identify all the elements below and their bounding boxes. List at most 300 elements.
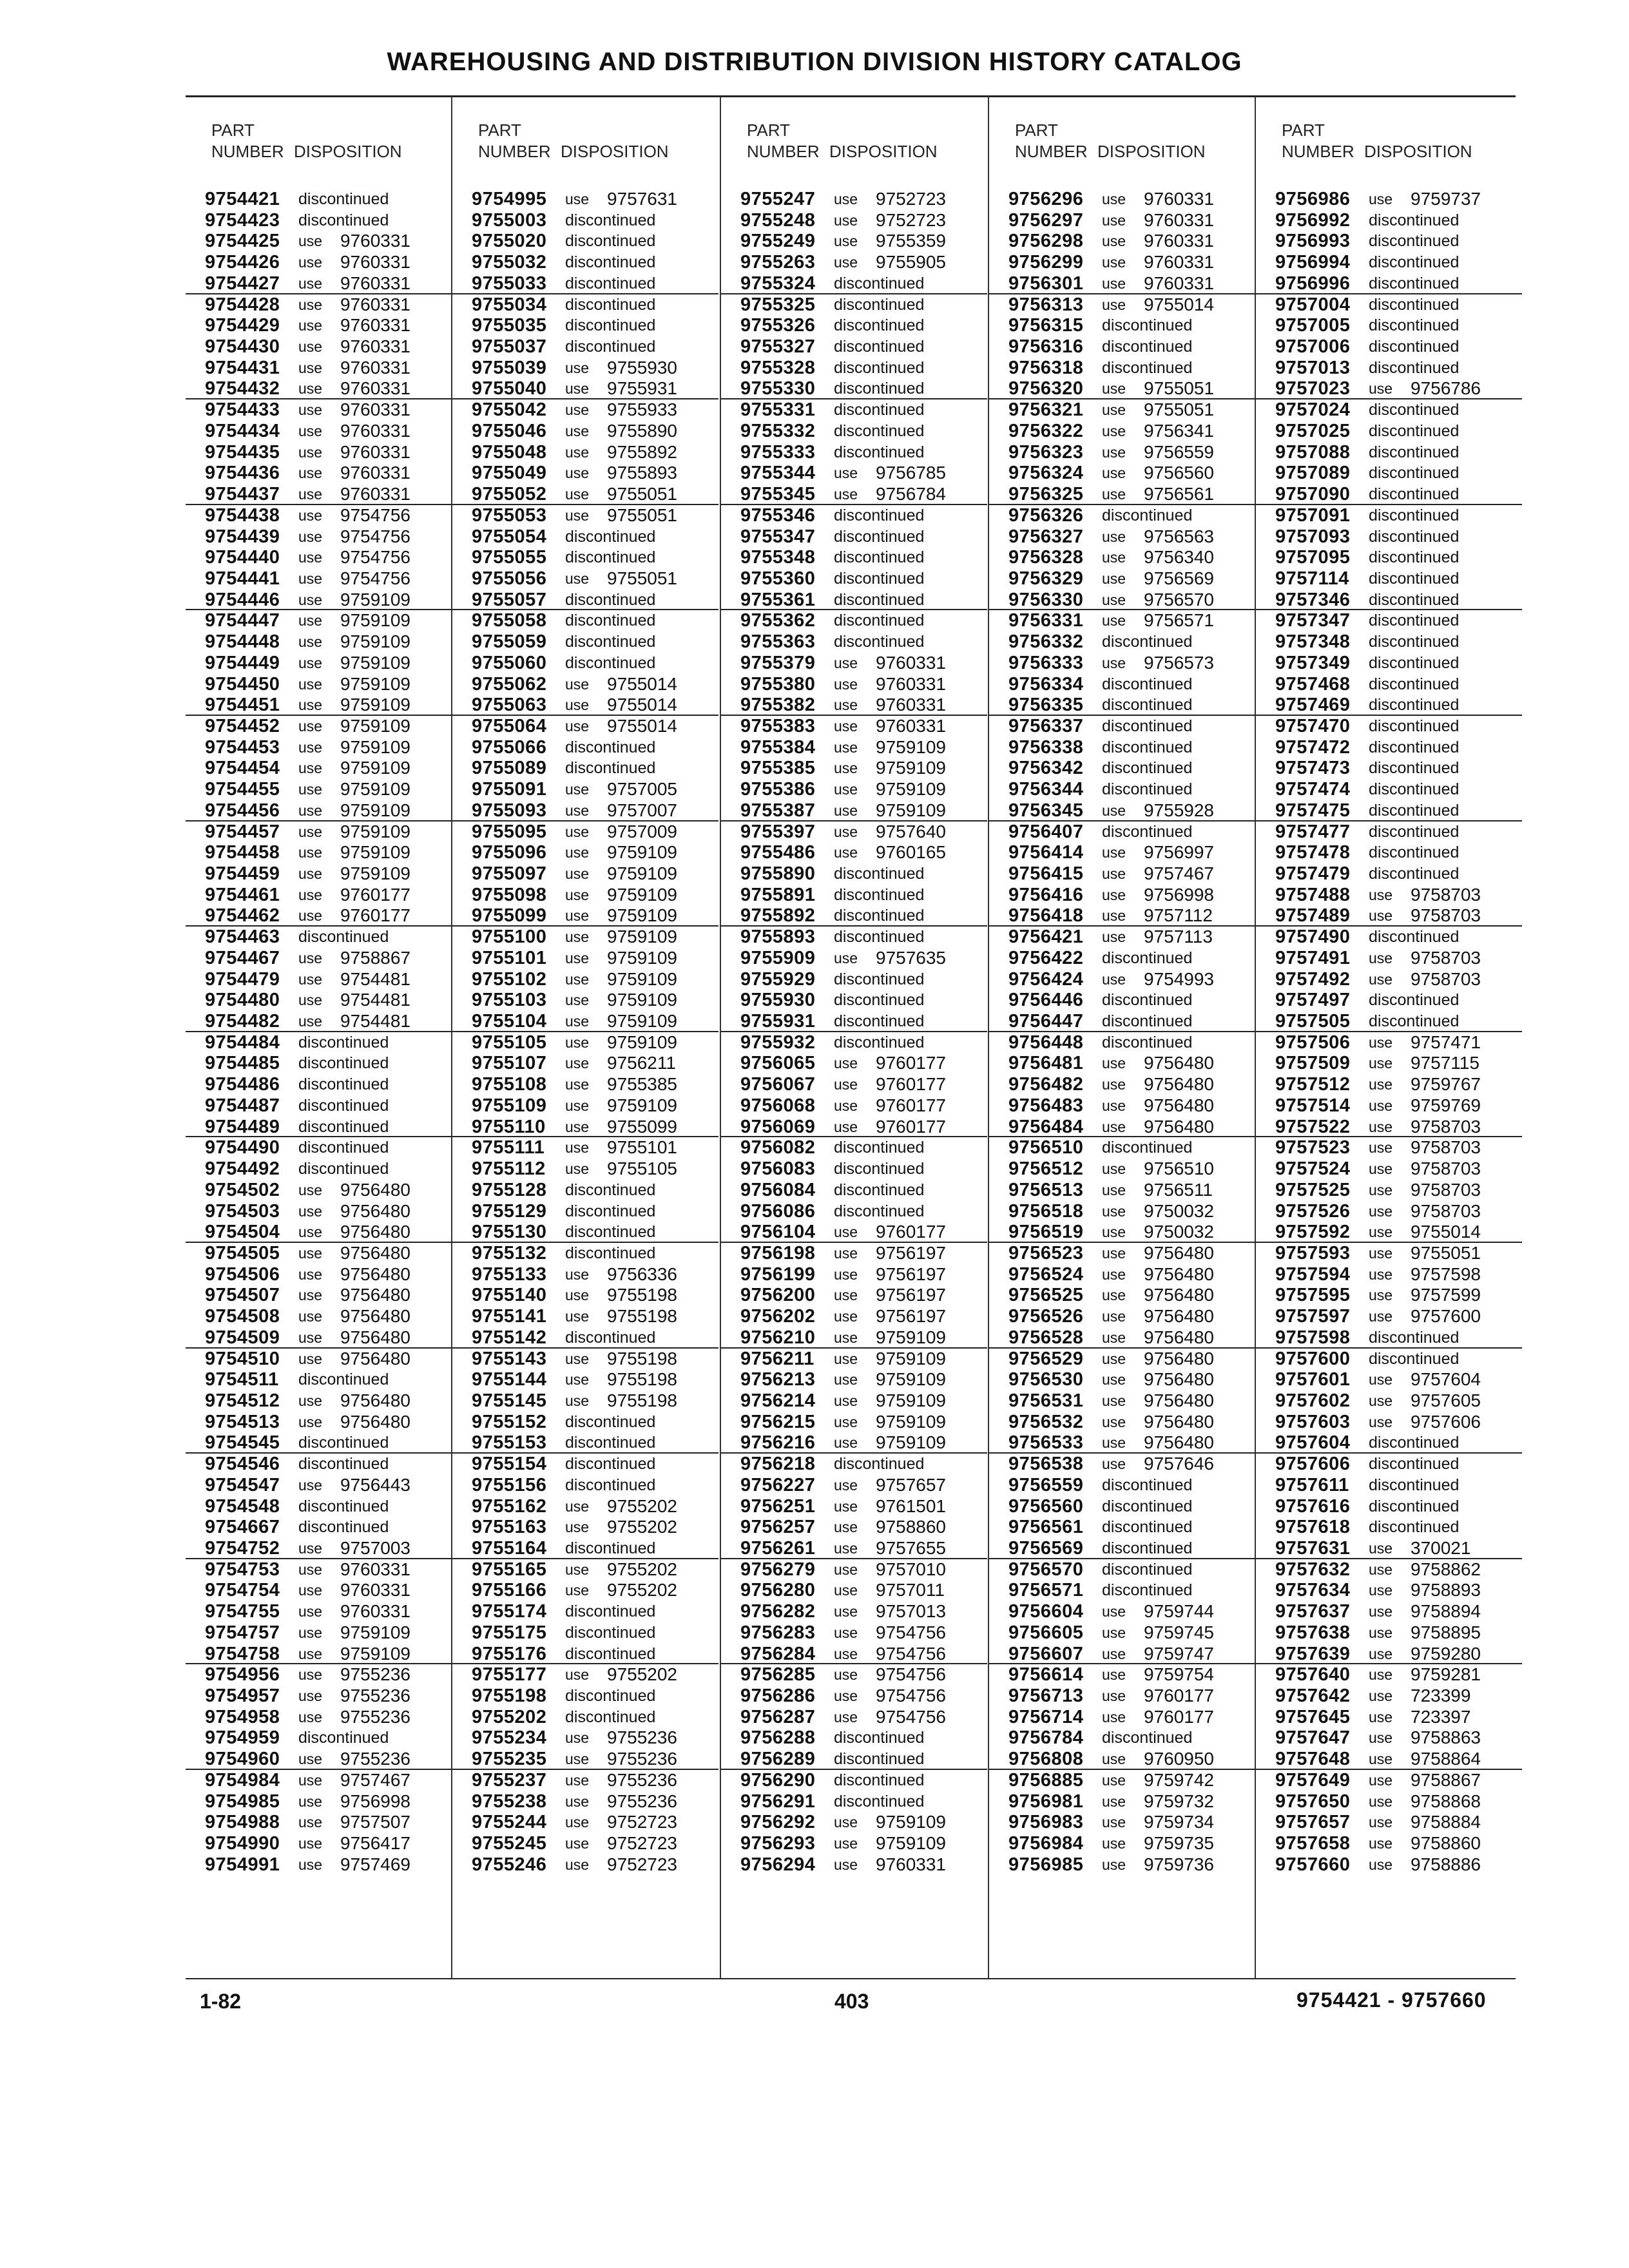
part-number: 9757650 bbox=[1275, 1791, 1351, 1812]
disposition bbox=[565, 505, 678, 526]
table-row bbox=[721, 1412, 987, 1433]
disposition bbox=[565, 905, 678, 926]
part-number: 9755361 bbox=[740, 589, 816, 610]
replacement-part-number: 9760331 bbox=[1144, 273, 1215, 293]
use-keyword: use bbox=[298, 591, 323, 608]
part-number: 9756424 bbox=[1008, 968, 1084, 990]
table-row bbox=[452, 1349, 718, 1370]
replacement-part-number: 9759109 bbox=[607, 905, 678, 926]
table-row bbox=[1256, 1180, 1522, 1201]
replacement-part-number: 9755236 bbox=[340, 1749, 411, 1769]
replacement-part-number: 9759737 bbox=[1411, 189, 1481, 209]
disposition bbox=[1102, 1348, 1215, 1369]
part-number: 9755099 bbox=[472, 905, 547, 927]
replacement-part-number: 9759109 bbox=[876, 779, 947, 800]
use-keyword: use bbox=[565, 844, 590, 861]
use-keyword: use bbox=[1102, 570, 1126, 587]
use-keyword: use bbox=[1102, 1329, 1126, 1346]
disposition: discontinued bbox=[1102, 675, 1193, 693]
use-keyword: use bbox=[1102, 1666, 1126, 1684]
disposition bbox=[565, 357, 678, 378]
disposition: discontinued bbox=[565, 653, 656, 672]
table-row bbox=[186, 505, 452, 526]
disposition: discontinued bbox=[834, 1792, 925, 1811]
disposition bbox=[834, 1559, 947, 1580]
disposition bbox=[565, 1664, 678, 1685]
part-number: 9754455 bbox=[205, 779, 280, 800]
table-row bbox=[186, 885, 452, 906]
replacement-part-number: 9756480 bbox=[340, 1200, 411, 1221]
table-row bbox=[452, 905, 718, 927]
use-keyword: use bbox=[565, 697, 590, 714]
table-row bbox=[989, 1158, 1255, 1180]
part-number: 9756533 bbox=[1008, 1432, 1084, 1454]
replacement-part-number: 9754756 bbox=[340, 526, 411, 546]
table-row bbox=[1256, 695, 1522, 716]
replacement-part-number: 9755892 bbox=[607, 441, 678, 462]
part-number: 9755097 bbox=[472, 863, 547, 884]
replacement-part-number: 9755385 bbox=[607, 1074, 678, 1095]
disposition: discontinued bbox=[565, 1602, 656, 1621]
part-number: 9757489 bbox=[1275, 905, 1351, 927]
use-keyword: use bbox=[1369, 1160, 1393, 1178]
table-row bbox=[186, 653, 452, 674]
use-keyword: use bbox=[298, 1350, 323, 1367]
part-number: 9757640 bbox=[1275, 1664, 1351, 1686]
disposition bbox=[298, 821, 411, 842]
part-number: 9754510 bbox=[205, 1348, 280, 1369]
table-row bbox=[186, 1432, 452, 1454]
replacement-part-number: 9756480 bbox=[1144, 1074, 1215, 1095]
table-row bbox=[452, 1475, 718, 1496]
disposition bbox=[298, 568, 411, 589]
part-number: 9755930 bbox=[740, 990, 816, 1011]
part-number: 9756981 bbox=[1008, 1791, 1084, 1812]
replacement-part-number: 9755051 bbox=[607, 505, 678, 525]
table-row bbox=[721, 1306, 987, 1327]
table-row bbox=[989, 442, 1255, 463]
part-number: 9754508 bbox=[205, 1306, 280, 1327]
disposition bbox=[1102, 420, 1215, 441]
part-number: 9755059 bbox=[472, 631, 547, 653]
part-number: 9756211 bbox=[740, 1348, 815, 1369]
table-row bbox=[1256, 1664, 1522, 1686]
use-keyword: use bbox=[1102, 1751, 1126, 1768]
disposition: discontinued bbox=[1369, 443, 1460, 461]
disposition: discontinued bbox=[1369, 358, 1460, 377]
replacement-part-number: 9754756 bbox=[876, 1664, 947, 1685]
disposition bbox=[1369, 1812, 1481, 1832]
disposition bbox=[298, 1580, 411, 1600]
disposition: discontinued bbox=[565, 611, 656, 630]
replacement-part-number: 9758894 bbox=[1411, 1601, 1481, 1622]
use-keyword: use bbox=[298, 1835, 323, 1852]
disposition: discontinued bbox=[1369, 590, 1460, 609]
disposition bbox=[834, 1580, 945, 1600]
part-number: 9756296 bbox=[1008, 189, 1084, 209]
part-number: 9755247 bbox=[740, 189, 816, 209]
replacement-part-number: 9759109 bbox=[607, 947, 678, 968]
table-row bbox=[1256, 1243, 1522, 1264]
part-number: 9757600 bbox=[1275, 1348, 1351, 1369]
use-keyword: use bbox=[298, 1181, 323, 1198]
disposition bbox=[1102, 1686, 1215, 1706]
replacement-part-number: 9759109 bbox=[340, 779, 411, 800]
disposition bbox=[565, 695, 678, 715]
use-keyword: use bbox=[1102, 1076, 1126, 1093]
use-keyword: use bbox=[834, 1434, 858, 1452]
part-number: 9756994 bbox=[1275, 252, 1351, 273]
table-row bbox=[186, 1833, 452, 1854]
use-keyword: use bbox=[298, 1392, 323, 1409]
table-row bbox=[989, 399, 1255, 421]
part-number: 9754450 bbox=[205, 673, 280, 695]
table-row bbox=[452, 1601, 718, 1622]
table-row bbox=[186, 590, 452, 611]
part-number: 9754511 bbox=[205, 1369, 279, 1390]
replacement-part-number: 9754481 bbox=[340, 990, 411, 1010]
replacement-part-number: 9757635 bbox=[876, 947, 947, 968]
replacement-part-number: 9760950 bbox=[1144, 1749, 1215, 1769]
disposition bbox=[565, 800, 678, 821]
use-keyword: use bbox=[1369, 970, 1393, 988]
disposition bbox=[834, 1095, 947, 1116]
use-keyword: use bbox=[565, 422, 590, 439]
part-number: 9756202 bbox=[740, 1306, 816, 1327]
table-row bbox=[186, 927, 452, 948]
table-row bbox=[989, 948, 1255, 969]
table-row bbox=[989, 1432, 1255, 1454]
disposition bbox=[298, 968, 411, 990]
table-row bbox=[452, 273, 718, 294]
replacement-part-number: 9760331 bbox=[340, 1601, 411, 1622]
use-keyword: use bbox=[565, 1582, 590, 1599]
part-number: 9754479 bbox=[205, 968, 280, 990]
table-row bbox=[1256, 1601, 1522, 1622]
table-row bbox=[989, 674, 1255, 695]
table-row bbox=[1256, 653, 1522, 674]
table-row bbox=[989, 189, 1255, 210]
use-keyword: use bbox=[1102, 1118, 1126, 1135]
disposition: discontinued bbox=[298, 1729, 389, 1747]
use-keyword: use bbox=[565, 949, 590, 966]
table-row bbox=[721, 568, 987, 590]
table-row bbox=[452, 631, 718, 653]
replacement-part-number: 9757469 bbox=[340, 1854, 411, 1874]
part-number: 9757522 bbox=[1275, 1116, 1351, 1137]
header-number-label: NUMBER bbox=[747, 142, 820, 161]
replacement-part-number: 9756480 bbox=[1144, 1348, 1215, 1369]
replacement-part-number: 9754756 bbox=[340, 505, 411, 525]
table-row bbox=[452, 1011, 718, 1032]
part-number: 9755387 bbox=[740, 800, 816, 821]
part-number: 9755156 bbox=[472, 1474, 547, 1495]
part-number: 9756523 bbox=[1008, 1242, 1084, 1264]
part-number: 9754440 bbox=[205, 547, 280, 568]
part-number: 9757512 bbox=[1275, 1074, 1351, 1095]
part-number: 9754513 bbox=[205, 1411, 280, 1432]
table-row bbox=[721, 1349, 987, 1370]
replacement-part-number: 9755890 bbox=[607, 420, 678, 441]
table-row bbox=[452, 484, 718, 505]
replacement-part-number: 9760177 bbox=[340, 884, 411, 905]
table-row bbox=[186, 1580, 452, 1601]
replacement-part-number: 9756480 bbox=[1144, 1327, 1215, 1347]
disposition: discontinued bbox=[1102, 948, 1193, 967]
disposition bbox=[298, 1769, 411, 1791]
table-row bbox=[1256, 1727, 1522, 1749]
disposition bbox=[1369, 905, 1481, 926]
disposition bbox=[298, 399, 411, 420]
table-row bbox=[721, 273, 987, 294]
table-row bbox=[186, 716, 452, 737]
table-row bbox=[1256, 1770, 1522, 1791]
table-row bbox=[721, 189, 987, 210]
disposition: discontinued bbox=[834, 295, 925, 314]
use-keyword: use bbox=[298, 1792, 323, 1810]
part-number: 9755932 bbox=[740, 1032, 816, 1053]
table-row bbox=[989, 631, 1255, 653]
use-keyword: use bbox=[298, 1202, 323, 1220]
use-keyword: use bbox=[1102, 1708, 1126, 1725]
part-number: 9754757 bbox=[205, 1622, 280, 1643]
table-row bbox=[989, 990, 1255, 1011]
part-number: 9754435 bbox=[205, 441, 280, 463]
part-number: 9756334 bbox=[1008, 673, 1084, 695]
use-keyword: use bbox=[1102, 211, 1126, 229]
part-number: 9754753 bbox=[205, 1559, 280, 1580]
replacement-part-number: 9758867 bbox=[340, 947, 411, 968]
disposition: discontinued bbox=[298, 1518, 389, 1537]
part-number: 9757469 bbox=[1275, 695, 1351, 716]
disposition bbox=[298, 1833, 411, 1854]
part-number: 9757638 bbox=[1275, 1622, 1351, 1643]
disposition bbox=[1369, 1769, 1481, 1791]
replacement-part-number: 9757606 bbox=[1411, 1411, 1481, 1432]
disposition bbox=[1102, 1116, 1215, 1137]
disposition bbox=[298, 1643, 411, 1664]
part-number: 9754453 bbox=[205, 736, 280, 758]
part-number: 9755177 bbox=[472, 1664, 547, 1686]
disposition bbox=[565, 1306, 678, 1327]
part-number: 9757618 bbox=[1275, 1517, 1351, 1538]
part-number: 9755348 bbox=[740, 547, 816, 568]
disposition: discontinued bbox=[1369, 253, 1460, 272]
replacement-part-number: 9759109 bbox=[876, 1432, 947, 1453]
part-number: 9757514 bbox=[1275, 1095, 1351, 1116]
part-number: 9755331 bbox=[740, 399, 816, 421]
disposition: discontinued bbox=[1369, 801, 1460, 820]
table-row bbox=[1256, 1432, 1522, 1454]
part-number: 9756538 bbox=[1008, 1454, 1084, 1475]
part-number: 9756992 bbox=[1275, 209, 1351, 231]
part-number: 9757645 bbox=[1275, 1706, 1351, 1727]
disposition bbox=[565, 821, 678, 842]
table-row bbox=[452, 653, 718, 674]
disposition: discontinued bbox=[1102, 716, 1193, 735]
table-row bbox=[989, 1327, 1255, 1349]
part-number: 9754462 bbox=[205, 905, 280, 927]
use-keyword: use bbox=[1102, 1645, 1126, 1662]
part-number: 9757649 bbox=[1275, 1769, 1351, 1791]
part-number: 9757348 bbox=[1275, 631, 1351, 653]
part-number: 9754421 bbox=[205, 189, 280, 209]
disposition bbox=[1369, 1264, 1481, 1285]
table-row bbox=[721, 1664, 987, 1686]
part-number: 9757492 bbox=[1275, 968, 1351, 990]
replacement-part-number: 9759747 bbox=[1144, 1643, 1215, 1664]
disposition bbox=[565, 1095, 678, 1116]
part-number: 9755174 bbox=[472, 1601, 547, 1622]
disposition bbox=[1102, 1622, 1215, 1643]
part-number: 9754505 bbox=[205, 1242, 280, 1264]
part-number: 9755104 bbox=[472, 1011, 547, 1032]
disposition: discontinued bbox=[1369, 1518, 1460, 1537]
replacement-part-number: 9760177 bbox=[876, 1074, 947, 1095]
use-keyword: use bbox=[565, 401, 590, 419]
disposition: discontinued bbox=[1369, 1434, 1460, 1452]
use-keyword: use bbox=[1369, 1708, 1393, 1725]
part-number: 9756291 bbox=[740, 1791, 816, 1812]
part-number: 9756342 bbox=[1008, 758, 1084, 779]
table-row bbox=[1256, 590, 1522, 611]
table-row bbox=[186, 674, 452, 695]
replacement-part-number: 9755099 bbox=[607, 1116, 678, 1137]
table-row bbox=[721, 1770, 987, 1791]
part-number: 9756104 bbox=[740, 1222, 816, 1243]
use-keyword: use bbox=[1102, 401, 1126, 419]
table-row bbox=[989, 210, 1255, 231]
part-number: 9756082 bbox=[740, 1137, 816, 1158]
disposition bbox=[1369, 1158, 1481, 1179]
part-number: 9757023 bbox=[1275, 378, 1351, 399]
use-keyword: use bbox=[834, 1413, 858, 1430]
part-number: 9756289 bbox=[740, 1749, 816, 1770]
replacement-part-number: 9752723 bbox=[607, 1833, 678, 1854]
use-keyword: use bbox=[834, 1497, 858, 1515]
table-row bbox=[989, 1454, 1255, 1475]
part-number: 9756331 bbox=[1008, 610, 1084, 631]
replacement-part-number: 9752723 bbox=[607, 1812, 678, 1832]
table-row bbox=[1256, 1749, 1522, 1770]
table-row bbox=[452, 758, 718, 779]
disposition: discontinued bbox=[834, 401, 925, 419]
part-number: 9757472 bbox=[1275, 736, 1351, 758]
part-number: 9755089 bbox=[472, 758, 547, 779]
replacement-part-number: 9756785 bbox=[876, 463, 947, 483]
disposition bbox=[1102, 463, 1215, 483]
part-number: 9754447 bbox=[205, 610, 280, 631]
part-number: 9755140 bbox=[472, 1285, 547, 1306]
part-number: 9757524 bbox=[1275, 1158, 1351, 1180]
table-row bbox=[1256, 1011, 1522, 1032]
table-row bbox=[186, 1053, 452, 1074]
replacement-part-number: 9757605 bbox=[1411, 1390, 1481, 1410]
use-keyword: use bbox=[298, 1814, 323, 1831]
replacement-part-number: 9759109 bbox=[340, 652, 411, 673]
use-keyword: use bbox=[1102, 844, 1126, 861]
disposition bbox=[834, 736, 947, 758]
use-keyword: use bbox=[565, 1265, 590, 1283]
table-row bbox=[186, 1475, 452, 1496]
table-row bbox=[452, 463, 718, 484]
table-row bbox=[1256, 1854, 1522, 1876]
disposition: discontinued bbox=[1102, 358, 1193, 377]
disposition bbox=[1369, 1833, 1481, 1854]
table-row bbox=[989, 1243, 1255, 1264]
disposition: discontinued bbox=[1369, 611, 1460, 630]
disposition bbox=[834, 1306, 947, 1327]
disposition bbox=[1369, 1390, 1481, 1411]
table-row bbox=[452, 948, 718, 969]
disposition bbox=[834, 695, 947, 715]
table-row bbox=[452, 294, 718, 316]
table-row bbox=[186, 1412, 452, 1433]
part-number: 9756318 bbox=[1008, 357, 1084, 378]
use-keyword: use bbox=[1369, 1792, 1393, 1810]
part-number: 9755486 bbox=[740, 842, 816, 863]
part-number: 9756714 bbox=[1008, 1706, 1084, 1727]
disposition: discontinued bbox=[1369, 232, 1460, 251]
table-row bbox=[186, 969, 452, 990]
replacement-part-number: 9755051 bbox=[1411, 1242, 1481, 1263]
disposition bbox=[834, 484, 947, 505]
table-row bbox=[721, 1496, 987, 1517]
table-row bbox=[186, 905, 452, 927]
part-number: 9756328 bbox=[1008, 547, 1084, 568]
table-row bbox=[721, 1285, 987, 1306]
use-keyword: use bbox=[1102, 549, 1126, 566]
disposition bbox=[298, 547, 411, 568]
disposition: discontinued bbox=[1369, 1475, 1460, 1494]
part-number: 9754758 bbox=[205, 1643, 280, 1664]
table-row bbox=[452, 695, 718, 716]
disposition: discontinued bbox=[565, 1475, 656, 1494]
disposition bbox=[1102, 1222, 1215, 1242]
replacement-part-number: 9755931 bbox=[607, 378, 678, 399]
use-keyword: use bbox=[1369, 1287, 1393, 1304]
disposition: discontinued bbox=[565, 759, 656, 778]
disposition bbox=[565, 1285, 678, 1305]
table-row bbox=[452, 674, 718, 695]
disposition bbox=[565, 1791, 678, 1812]
disposition: discontinued bbox=[1102, 1475, 1193, 1494]
table-row bbox=[186, 1349, 452, 1370]
disposition bbox=[1102, 884, 1215, 905]
use-keyword: use bbox=[565, 907, 590, 925]
disposition bbox=[834, 1348, 947, 1369]
replacement-part-number: 9758864 bbox=[1411, 1749, 1481, 1769]
part-number: 9755176 bbox=[472, 1643, 547, 1664]
table-row bbox=[721, 1686, 987, 1707]
part-number: 9757013 bbox=[1275, 357, 1351, 378]
replacement-part-number: 9759109 bbox=[607, 1032, 678, 1052]
use-keyword: use bbox=[565, 1118, 590, 1135]
disposition bbox=[834, 1264, 947, 1285]
part-number: 9756604 bbox=[1008, 1601, 1084, 1622]
table-row bbox=[721, 1727, 987, 1749]
part-number: 9754988 bbox=[205, 1812, 280, 1833]
part-number: 9755379 bbox=[740, 652, 816, 673]
disposition: discontinued bbox=[565, 1202, 656, 1220]
table-row bbox=[721, 1158, 987, 1180]
use-keyword: use bbox=[1102, 612, 1126, 629]
part-number: 9756292 bbox=[740, 1812, 816, 1833]
disposition bbox=[1369, 1643, 1481, 1664]
table-row bbox=[1256, 273, 1522, 294]
disposition: discontinued bbox=[565, 527, 656, 546]
table-row bbox=[1256, 1158, 1522, 1180]
